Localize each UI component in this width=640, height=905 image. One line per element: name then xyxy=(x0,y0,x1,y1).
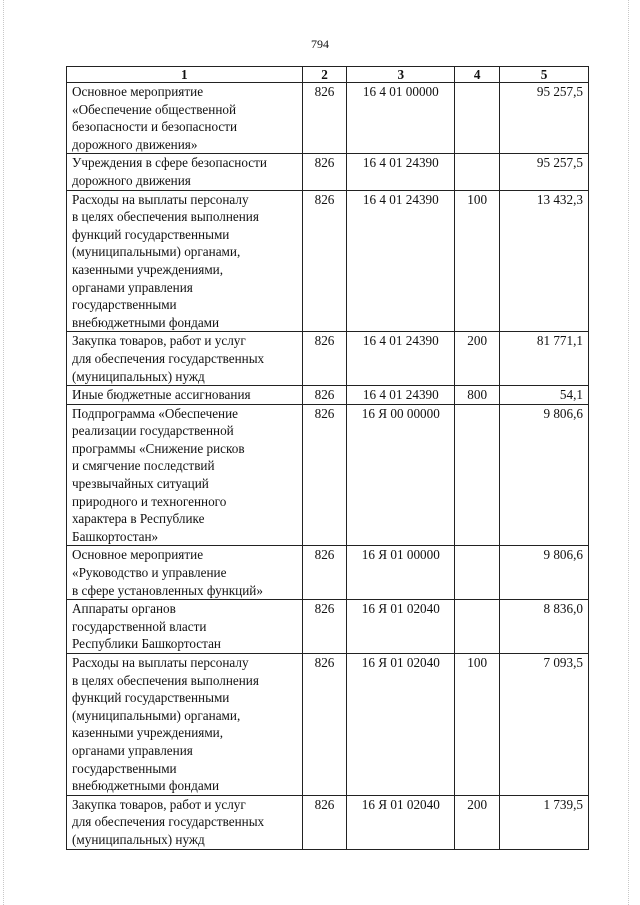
row-expense-type: 800 xyxy=(455,386,500,405)
row-code: 826 xyxy=(302,386,347,405)
row-expense-type: 200 xyxy=(455,332,500,386)
row-name: Иные бюджетные ассигнования xyxy=(67,386,303,405)
table-row xyxy=(67,154,589,190)
table-row xyxy=(67,332,589,386)
row-sum: 1 739,5 xyxy=(500,795,589,849)
row-target-article: 16 4 01 24390 xyxy=(347,386,455,405)
row-target-article: 16 Я 01 02040 xyxy=(347,654,455,796)
row-expense-type: 100 xyxy=(455,190,500,332)
table-row xyxy=(67,404,589,546)
table-row xyxy=(67,546,589,600)
table-row xyxy=(67,795,589,849)
row-code: 826 xyxy=(302,795,347,849)
row-code: 826 xyxy=(302,332,347,386)
header-col-4: 4 xyxy=(455,67,500,83)
header-col-1: 1 xyxy=(67,67,303,83)
row-name: Закупка товаров, работ и услуг для обеспечения государственных (муниципальных) нужд xyxy=(67,795,303,849)
row-sum: 95 257,5 xyxy=(500,83,589,154)
row-name: Расходы на выплаты персоналу в целях обеспечения выполнения функций государственными (муниципальными) органами, казенными учреждениями, органами управления государственными внебюджетными фондами xyxy=(67,190,303,332)
row-expense-type: 200 xyxy=(455,795,500,849)
page-number: 794 xyxy=(311,37,329,51)
row-sum: 9 806,6 xyxy=(500,546,589,600)
row-target-article: 16 4 01 24390 xyxy=(347,332,455,386)
row-sum: 13 432,3 xyxy=(500,190,589,332)
row-expense-type xyxy=(455,83,500,154)
header-row xyxy=(67,67,589,83)
row-name: Подпрограмма «Обеспечение реализации государственной программы «Снижение рисков и смягчение последствий чрезвычайных ситуаций природного и техногенного характера в Республике Башкортостан» xyxy=(67,404,303,546)
row-target-article: 16 Я 01 02040 xyxy=(347,600,455,654)
row-sum: 9 806,6 xyxy=(500,404,589,546)
row-sum: 54,1 xyxy=(500,386,589,405)
row-target-article: 16 Я 01 00000 xyxy=(347,546,455,600)
row-sum: 8 836,0 xyxy=(500,600,589,654)
header-col-5: 5 xyxy=(500,67,589,83)
header-col-2: 2 xyxy=(302,67,347,83)
table-row xyxy=(67,600,589,654)
table-row xyxy=(67,654,589,796)
row-target-article: 16 4 01 24390 xyxy=(347,154,455,190)
row-code: 826 xyxy=(302,190,347,332)
row-code: 826 xyxy=(302,404,347,546)
row-name: Учреждения в сфере безопасности дорожного движения xyxy=(67,154,303,190)
row-expense-type xyxy=(455,600,500,654)
row-name: Основное мероприятие «Обеспечение общественной безопасности и безопасности дорожного движения» xyxy=(67,83,303,154)
row-code: 826 xyxy=(302,154,347,190)
row-name: Основное мероприятие «Руководство и управление в сфере установленных функций» xyxy=(67,546,303,600)
row-target-article: 16 4 01 00000 xyxy=(347,83,455,154)
row-sum: 95 257,5 xyxy=(500,154,589,190)
row-name: Расходы на выплаты персоналу в целях обеспечения выполнения функций государственными (муниципальными) органами, казенными учреждениями, органами управления государственными внебюджетными фондами xyxy=(67,654,303,796)
row-name: Закупка товаров, работ и услуг для обеспечения государственных (муниципальных) нужд xyxy=(67,332,303,386)
row-name: Аппараты органов государственной власти Республики Башкортостан xyxy=(67,600,303,654)
header-col-3: 3 xyxy=(347,67,455,83)
row-code: 826 xyxy=(302,83,347,154)
row-target-article: 16 4 01 24390 xyxy=(347,190,455,332)
row-code: 826 xyxy=(302,654,347,796)
budget-table xyxy=(66,66,589,850)
scan-edge-left xyxy=(3,0,5,905)
row-sum: 7 093,5 xyxy=(500,654,589,796)
row-expense-type: 100 xyxy=(455,654,500,796)
row-target-article: 16 Я 01 02040 xyxy=(347,795,455,849)
row-expense-type xyxy=(455,154,500,190)
table-row xyxy=(67,190,589,332)
row-code: 826 xyxy=(302,546,347,600)
row-code: 826 xyxy=(302,600,347,654)
row-expense-type xyxy=(455,404,500,546)
row-expense-type xyxy=(455,546,500,600)
row-target-article: 16 Я 00 00000 xyxy=(347,404,455,546)
scan-edge-right xyxy=(628,0,630,905)
table-row xyxy=(67,83,589,154)
table-row xyxy=(67,386,589,405)
row-sum: 81 771,1 xyxy=(500,332,589,386)
